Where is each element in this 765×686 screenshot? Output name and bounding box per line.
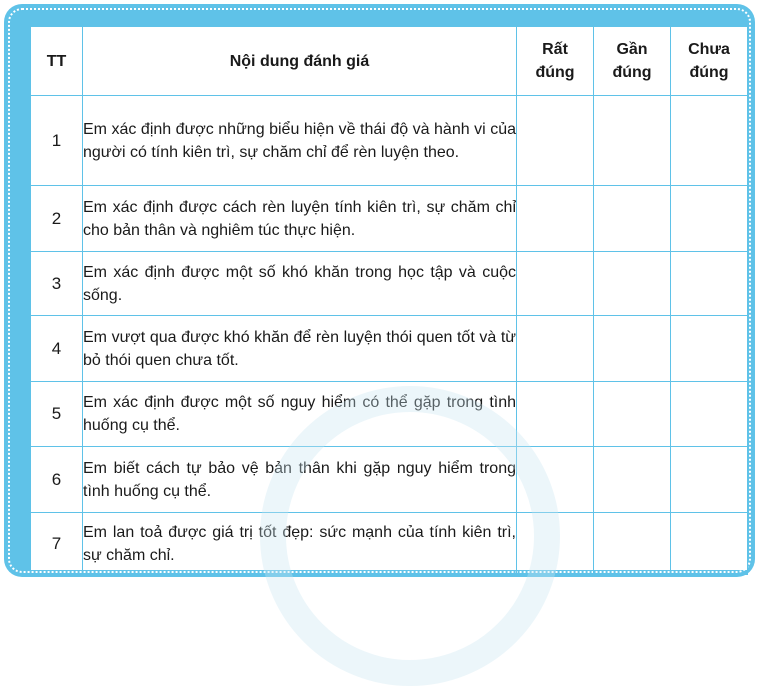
header-nearly-true-line1: Gần [616, 41, 648, 58]
row-number: 3 [31, 252, 83, 316]
table-container [30, 26, 748, 570]
row-number: 5 [31, 382, 83, 447]
cell-nearly-true[interactable] [594, 447, 671, 513]
table-header-row [31, 27, 748, 96]
row-number: 6 [31, 447, 83, 513]
header-very-true [517, 27, 594, 96]
cell-not-true[interactable] [671, 186, 748, 252]
cell-nearly-true[interactable] [594, 316, 671, 382]
header-very-true-line1: Rất [542, 41, 568, 58]
row-content: Em biết cách tự bảo vệ bản thân khi gặp nguy hiểm trong tình huống cụ thể. [83, 447, 517, 513]
cell-nearly-true[interactable] [594, 96, 671, 186]
table-row [31, 96, 748, 186]
header-not-true-line1: Chưa [688, 41, 730, 58]
self-evaluation-table [30, 26, 748, 575]
table-row [31, 447, 748, 513]
header-not-true-line2: đúng [689, 64, 729, 81]
table-row [31, 186, 748, 252]
table-row [31, 513, 748, 575]
header-tt: TT [31, 27, 83, 96]
header-content: Nội dung đánh giá [83, 27, 517, 96]
cell-nearly-true[interactable] [594, 186, 671, 252]
row-number: 4 [31, 316, 83, 382]
cell-not-true[interactable] [671, 252, 748, 316]
cell-very-true[interactable] [517, 316, 594, 382]
cell-not-true[interactable] [671, 316, 748, 382]
header-very-true-line2: đúng [535, 64, 575, 81]
row-content: Em lan toả được giá trị tốt đẹp: sức mạnh của tính kiên trì, sự chăm chỉ. [83, 513, 517, 575]
row-content: Em xác định được những biểu hiện về thái độ và hành vi của người có tính kiên trì, sự chăm chỉ để rèn luyện theo. [83, 96, 517, 186]
decorative-frame [4, 4, 755, 577]
row-content: Em xác định được cách rèn luyện tính kiên trì, sự chăm chỉ cho bản thân và nghiêm túc thực hiện. [83, 186, 517, 252]
row-content: Em xác định được một số nguy hiểm có thể gặp trong tình huống cụ thể. [83, 382, 517, 447]
cell-very-true[interactable] [517, 382, 594, 447]
cell-very-true[interactable] [517, 447, 594, 513]
cell-not-true[interactable] [671, 382, 748, 447]
cell-not-true[interactable] [671, 96, 748, 186]
cell-not-true[interactable] [671, 447, 748, 513]
row-content: Em xác định được một số khó khăn trong học tập và cuộc sống. [83, 252, 517, 316]
table-row [31, 382, 748, 447]
cell-very-true[interactable] [517, 252, 594, 316]
cell-nearly-true[interactable] [594, 382, 671, 447]
cell-very-true[interactable] [517, 186, 594, 252]
cell-very-true[interactable] [517, 96, 594, 186]
cell-very-true[interactable] [517, 513, 594, 575]
table-row [31, 252, 748, 316]
header-not-true [671, 27, 748, 96]
table-row [31, 316, 748, 382]
cell-not-true[interactable] [671, 513, 748, 575]
row-number: 7 [31, 513, 83, 575]
header-nearly-true-line2: đúng [612, 64, 652, 81]
row-content: Em vượt qua được khó khăn để rèn luyện thói quen tốt và từ bỏ thói quen chưa tốt. [83, 316, 517, 382]
row-number: 2 [31, 186, 83, 252]
header-nearly-true [594, 27, 671, 96]
cell-nearly-true[interactable] [594, 513, 671, 575]
row-number: 1 [31, 96, 83, 186]
cell-nearly-true[interactable] [594, 252, 671, 316]
